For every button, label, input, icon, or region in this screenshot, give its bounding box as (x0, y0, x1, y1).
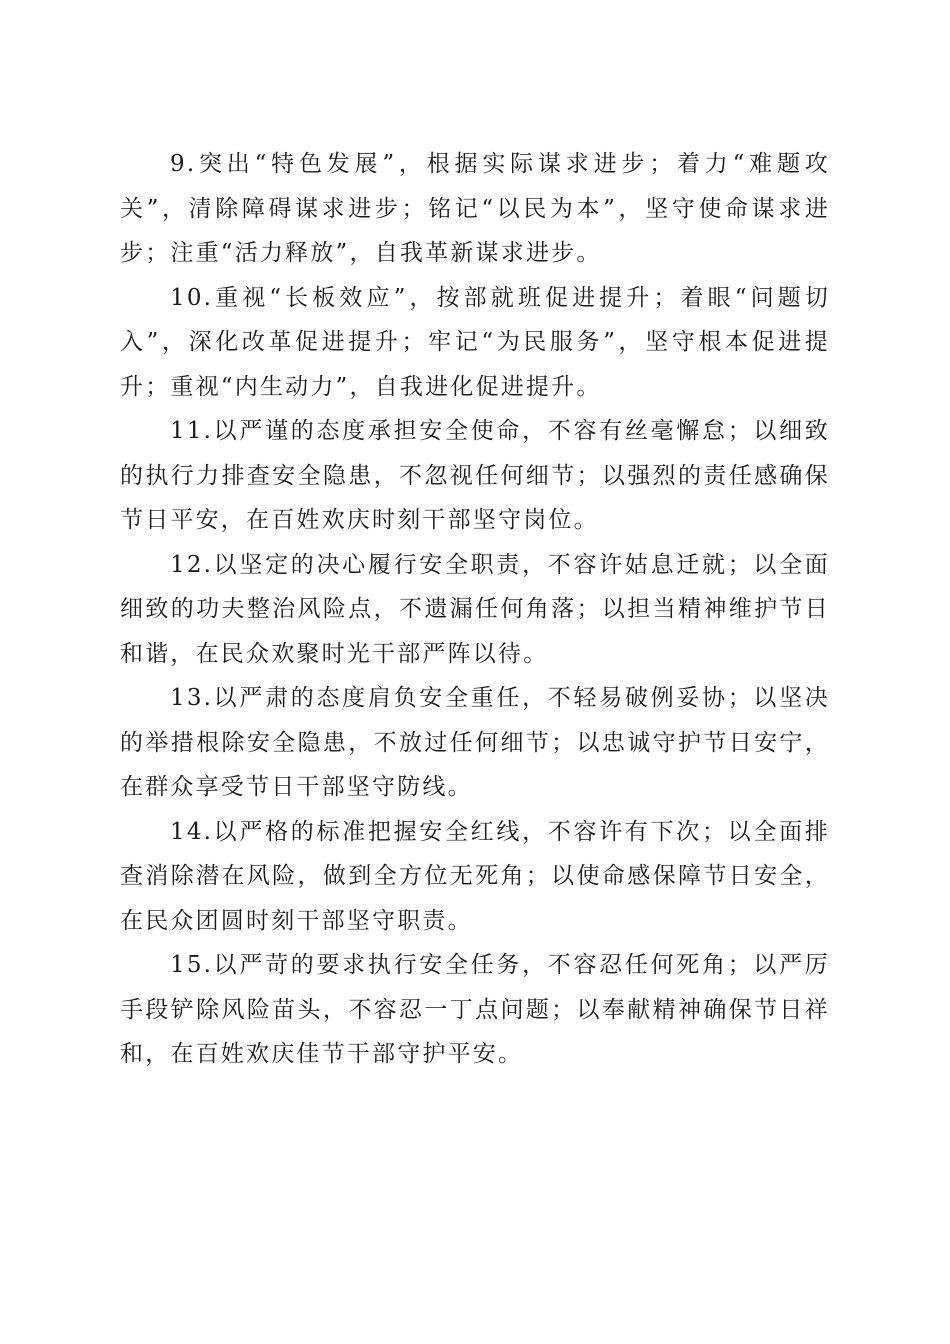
paragraph-12: 12.以坚定的决心履行安全职责，不容许姑息迁就；以全面细致的功夫整治风险点，不遗漏任何角落；以担当精神维护节日和谐，在民众欢聚时光干部严阵以待。 (120, 551, 830, 667)
document-body (120, 142, 830, 1077)
paragraph-10: 10.重视“长板效应”，按部就班促进提升；着眼“问题切入”，深化改革促进提升；牢记“为民服务”，坚守根本促进提升；重视“内生动力”，自我进化促进提升。 (120, 284, 830, 400)
paragraph-11: 11.以严谨的态度承担安全使命，不容有丝毫懈怠；以细致的执行力排查安全隐患，不忽视任何细节；以强烈的责任感确保节日平安，在百姓欢庆时刻干部坚守岗位。 (120, 418, 830, 533)
paragraph-14: 14.以严格的标准把握安全红线，不容许有下次；以全面排查消除潜在风险，做到全方位无死角；以使命感保障节日安全，在民众团圆时刻干部坚守职责。 (120, 818, 830, 934)
paragraph-13: 13.以严肃的态度肩负安全重任，不轻易破例妥协；以坚决的举措根除安全隐患，不放过任何细节；以忠诚守护节日安宁，在群众享受节日干部坚守防线。 (120, 685, 830, 800)
paragraph-9: 9.突出“特色发展”，根据实际谋求进步；着力“难题攻关”，清除障碍谋求进步；铭记“以民为本”，坚守使命谋求进步；注重“活力释放”，自我革新谋求进步。 (120, 151, 830, 266)
paragraph-15: 15.以严苛的要求执行安全任务，不容忍任何死角；以严厉手段铲除风险苗头，不容忍一丁点问题；以奉献精神确保节日祥和，在百姓欢庆佳节干部守护平安。 (120, 952, 830, 1067)
